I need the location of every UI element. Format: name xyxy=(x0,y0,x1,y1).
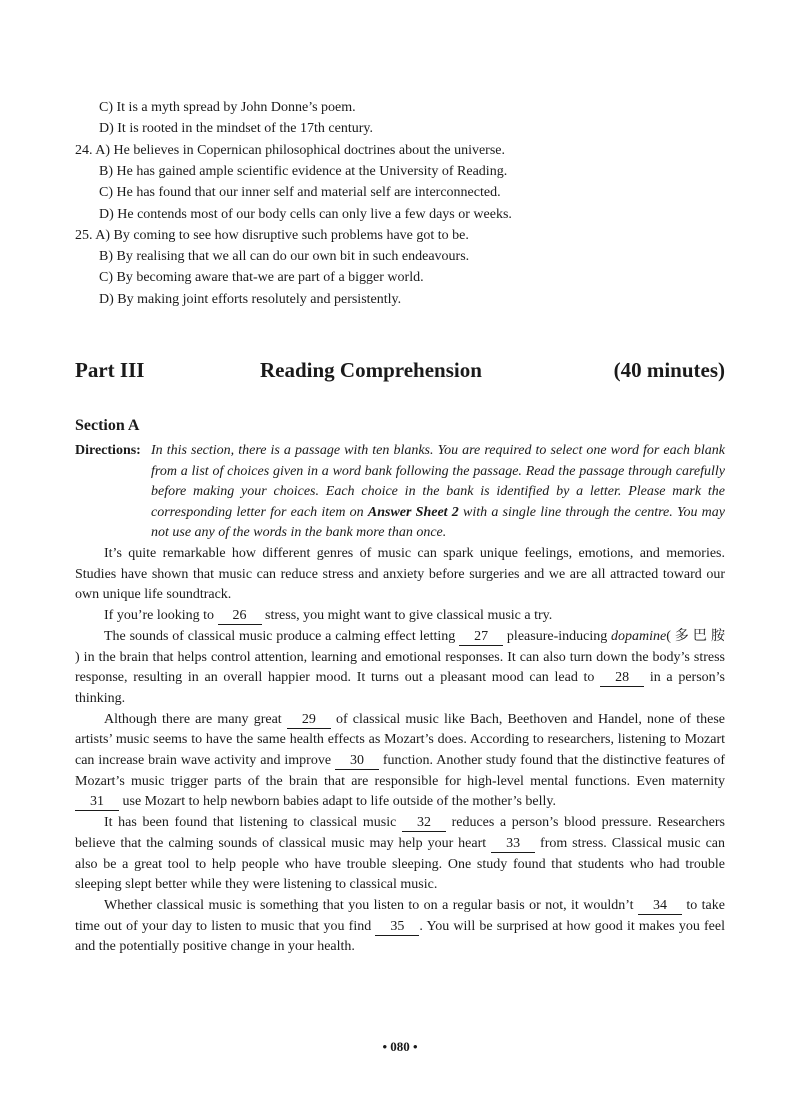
paragraph-2: If you’re looking to 26 stress, you might want to give classical music a try. xyxy=(104,608,553,624)
part-number: Part III xyxy=(75,358,145,382)
option-23d: D) It is rooted in the mindset of the 17th century. xyxy=(99,121,373,136)
part-time: (40 minutes) xyxy=(613,358,725,382)
directions xyxy=(75,441,725,544)
page-number: • 080 • xyxy=(382,1039,418,1054)
blank-30: 30 xyxy=(335,753,379,770)
blank-31: 31 xyxy=(75,794,119,811)
part-heading xyxy=(75,358,725,388)
question-24-option-a: 24. A) He believes in Copernican philosophical doctrines about the universe. xyxy=(75,143,506,158)
part-title: Reading Comprehension xyxy=(260,358,482,382)
paragraph-5: It has been found that listening to classical music 32 reduces a person’s blood pressure. Researchers believe that the calming sounds of classical music may help your heart 33 from stress. Classical music can also be a great tool to help people who have trouble sleeping. One study found that students who had trouble sleeping slept better while they were listening to classical music. xyxy=(75,815,726,893)
blank-33: 33 xyxy=(491,836,535,853)
paragraph-1: It’s quite remarkable how different genres of music can spark unique feelings, emotions, and memories. Studies have shown that music can reduce stress and anxiety before surgeries and we are all attracted toward our own unique life soundtrack. xyxy=(75,546,725,603)
option-25d: D) By making joint efforts resolutely and persistently. xyxy=(99,292,402,307)
paragraph-6: Whether classical music is something that you listen to on a regular basis or not, it wouldn’t 34 to take time out of your day to listen to music that you find 35 . You will be surprised at how good it makes you feel and the potentially positive change in your health. xyxy=(75,897,725,955)
blank-26: 26 xyxy=(218,608,262,625)
option-25b: B) By realising that we all can do our own bit in such endeavours. xyxy=(99,249,470,264)
directions-text: In this section, there is a passage with ten blanks. You are required to select one word for each blank from a list of choices given in a word bank following the passage. Read the passage through carefully before making your choices. Each choice in the bank is identified by a letter. Please mark the corresponding letter for each item on Answer Sheet 2 with a single line through the centre. You may not use any of the words in the bank more than once. xyxy=(151,443,726,540)
passage xyxy=(75,544,725,958)
option-25c: C) By becoming aware that-we are part of a bigger world. xyxy=(99,270,424,285)
directions-label: Directions: xyxy=(75,443,141,458)
blank-29: 29 xyxy=(287,712,331,729)
blank-34: 34 xyxy=(638,898,682,915)
blank-35: 35 xyxy=(375,919,419,936)
blank-28: 28 xyxy=(600,670,644,687)
section-title: Section A xyxy=(75,417,140,434)
paragraph-4: Although there are many great 29 of classical music like Bach, Beethoven and Handel, none of these artists’ music seems to have the same health effects as Mozart’s does. According to researchers, listening to Mozart can increase brain wave activity and improve 30 function. Another study found that the distinctive features of Mozart’s music trigger parts of the brain that are responsible for high-level mental functions. Even maternity 31 use Mozart to help newborn babies adapt to life outside of the mother’s belly. xyxy=(75,711,725,810)
option-24d: D) He contends most of our body cells can only live a few days or weeks. xyxy=(99,207,512,222)
option-24c: C) He has found that our inner self and material self are interconnected. xyxy=(99,185,501,200)
question-25-option-a: 25. A) By coming to see how disruptive such problems have got to be. xyxy=(75,228,469,243)
paragraph-3: The sounds of classical music produce a calming effect letting 27 pleasure-inducing dopamine( 多 巴 胺 ) in the brain that helps control attention, learning and emotional responses. It can also turn down the body’s stress response, resulting in an overall happier mood. It turns out a pleasant mood can lead to 28 in a person’s thinking. xyxy=(75,628,725,706)
option-23c: C) It is a myth spread by John Donne’s poem. xyxy=(99,100,356,115)
answer-sheet-ref: Answer Sheet 2 xyxy=(367,504,459,520)
blank-27: 27 xyxy=(459,629,503,646)
dopamine-term: dopamine xyxy=(611,628,667,644)
dopamine-chinese-gloss: ( 多 巴 胺 ) xyxy=(75,628,725,665)
blank-32: 32 xyxy=(402,815,446,832)
option-24b: B) He has gained ample scientific evidence at the University of Reading. xyxy=(99,164,508,179)
